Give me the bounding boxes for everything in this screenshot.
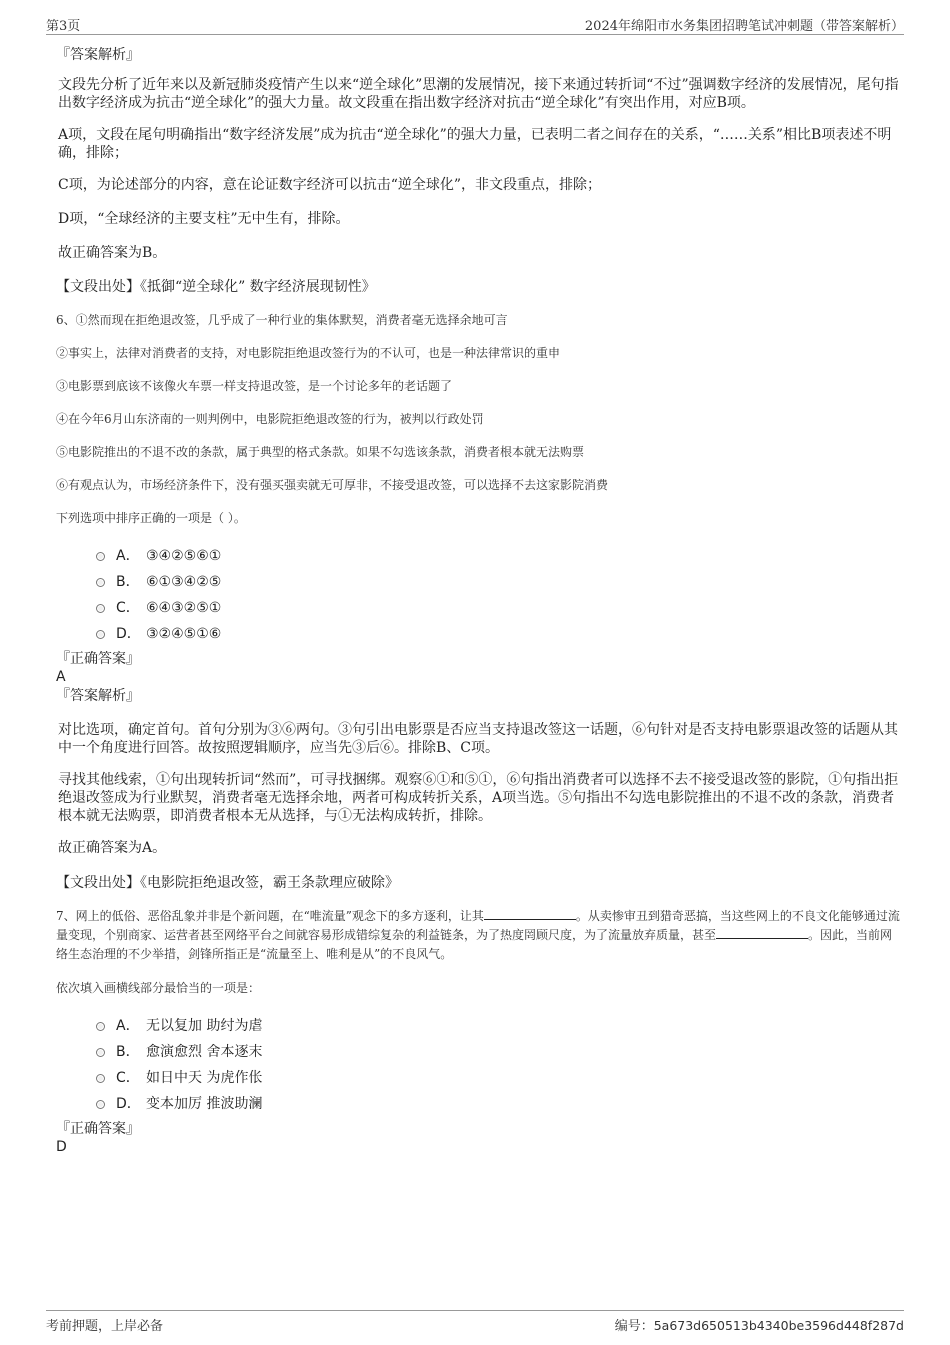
q7-option-c[interactable]: C． 如日中天 为虎作伥	[56, 1068, 901, 1094]
q6-analysis-conclusion: 故正确答案为A。	[58, 840, 167, 856]
q6-options	[56, 546, 901, 650]
q7-prompt: 依次填入画横线部分最恰当的一项是：	[56, 981, 261, 995]
radio-icon[interactable]	[96, 1100, 105, 1109]
q6-option-c[interactable]: C． ⑥④③②⑤①	[56, 598, 901, 624]
radio-icon[interactable]	[96, 552, 105, 561]
q5-analysis-p2: A项，文段在尾句明确指出“数字经济发展”成为抗击“逆全球化”的强大力量，已表明二者之间存在的关系，“……关系”相比B项表述不明确，排除；	[58, 127, 892, 161]
q5-source: 【文段出处】《抵御“逆全球化” 数字经济展现韧性》	[56, 279, 376, 295]
q6-stem-6: ⑥有观点认为，市场经济条件下，没有强买强卖就无可厚非，不接受退改签，可以选择不去这家影院消费	[56, 478, 609, 492]
q6-source: 【文段出处】《电影院拒绝退改签，霸王条款理应破除》	[56, 875, 399, 891]
radio-icon[interactable]	[96, 578, 105, 587]
radio-icon[interactable]	[96, 630, 105, 639]
q6-stem-4: ④在今年6月山东济南的一则判例中，电影院拒绝退改签的行为，被判以行政处罚	[56, 412, 484, 426]
radio-icon[interactable]	[96, 1022, 105, 1031]
q6-option-d[interactable]: D． ③②④⑤①⑥	[56, 624, 901, 650]
q5-analysis-conclusion: 故正确答案为B。	[58, 245, 167, 261]
document-title: 2024年绵阳市水务集团招聘笔试冲刺题（带答案解析）	[584, 19, 904, 34]
q7-options	[56, 1016, 901, 1120]
q5-analysis-p1: 文段先分析了近年来以及新冠肺炎疫情产生以来“逆全球化”思潮的发展情况，接下来通过转折词“不过”强调数字经济的发展情况，尾句指出数字经济成为抗击“逆全球化”的强大力量。故文段重在指出数字经济对抗击“逆全球化”有突出作用，对应B项。	[58, 77, 899, 111]
radio-icon[interactable]	[96, 1048, 105, 1057]
question-6	[56, 312, 901, 892]
blank-1	[484, 907, 576, 920]
q5-analysis-tag: 『答案解析』	[56, 47, 140, 63]
q6-analysis-p1: 对比选项，确定首句。首句分别为③⑥两句。③句引出电影票是否应当支持退改签这一话题，⑥句针对是否支持电影票退改签的话题从其中一个角度进行回答。故按照逻辑顺序，应当先③后⑥。排除B、C项。	[58, 722, 898, 756]
footer-slogan: 考前押题，上岸必备	[46, 1319, 164, 1334]
q7-option-b[interactable]: B． 愈演愈烈 舍本逐末	[56, 1042, 901, 1068]
q6-stem-5: ⑤电影院推出的不退不改的条款，属于典型的格式条款。如果不勾选该条款，消费者根本就无法购票	[56, 445, 585, 459]
q6-correct-answer: A	[56, 669, 66, 685]
q6-option-b[interactable]: B． ⑥①③④②⑤	[56, 572, 901, 598]
page-header	[46, 14, 904, 35]
q6-analysis-p2: 寻找其他线索，①句出现转折词“然而”，可寻找捆绑。观察⑥①和⑤①，⑥句指出消费者可以选择不去不接受退改签的影院，①句指出拒绝退改签成为行业默契，消费者毫无选择余地，两者可构成转折关系，A项当选。⑤句指出不勾选电影院推出的不退不改的条款，消费者根本就无法购票，即消费者根本无从选择，与①无法构成转折，排除。	[58, 772, 899, 824]
radio-icon[interactable]	[96, 604, 105, 613]
q6-stem-2: ②事实上，法律对消费者的支持，对电影院拒绝退改签行为的不认可，也是一种法律常识的重申	[56, 346, 561, 360]
q6-stem-1: 6、①然而现在拒绝退改签，几乎成了一种行业的集体默契，消费者毫无选择余地可言	[56, 313, 508, 327]
footer-code	[615, 1315, 904, 1334]
page-content	[56, 38, 901, 1156]
q7-option-d[interactable]: D． 变本加厉 推波助澜	[56, 1094, 901, 1120]
q7-option-a[interactable]: A． 无以复加 助纣为虐	[56, 1016, 901, 1042]
q7-stem: 7、网上的低俗、恶俗乱象并非是个新问题，在“唯流量”观念下的多方逐利，让其 。从卖惨审丑到猎奇恶搞，当这些网上的不良文化能够通过流量变现，个别商家、运营者甚至网络平台之间就容易形成错综复杂的利益链条，为了热度罔顾尺度，为了流量放弃质量，甚至 。因此，当前网络生态治理的不少举措，剑锋所指正是“流量至上、唯利是从”的不良风气。	[56, 909, 900, 961]
q6-analysis-tag: 『答案解析』	[56, 688, 140, 704]
q7-correct-answer: D	[56, 1139, 67, 1155]
page-footer	[46, 1310, 904, 1333]
q5-analysis-p4: D项，“全球经济的主要支柱”无中生有，排除。	[58, 211, 350, 227]
page-number: 第3页	[46, 19, 81, 34]
q5-analysis-p3: C项，为论述部分的内容，意在论证数字经济可以抗击“逆全球化”，非文段重点，排除；	[58, 177, 602, 193]
q6-stem-3: ③电影票到底该不该像火车票一样支持退改签，是一个讨论多年的老话题了	[56, 379, 453, 393]
q6-prompt: 下列选项中排序正确的一项是（ ）。	[56, 511, 246, 525]
q6-option-a[interactable]: A． ③④②⑤⑥①	[56, 546, 901, 572]
footer-code-value: 5a673d650513b4340be3596d448f287d	[653, 1318, 904, 1333]
blank-2	[716, 926, 808, 939]
radio-icon[interactable]	[96, 1074, 105, 1083]
question-7	[56, 907, 901, 1156]
footer-code-label: 编号：	[614, 1319, 654, 1334]
q6-correct-tag: 『正确答案』	[56, 651, 140, 667]
q7-correct-tag: 『正确答案』	[56, 1121, 140, 1137]
